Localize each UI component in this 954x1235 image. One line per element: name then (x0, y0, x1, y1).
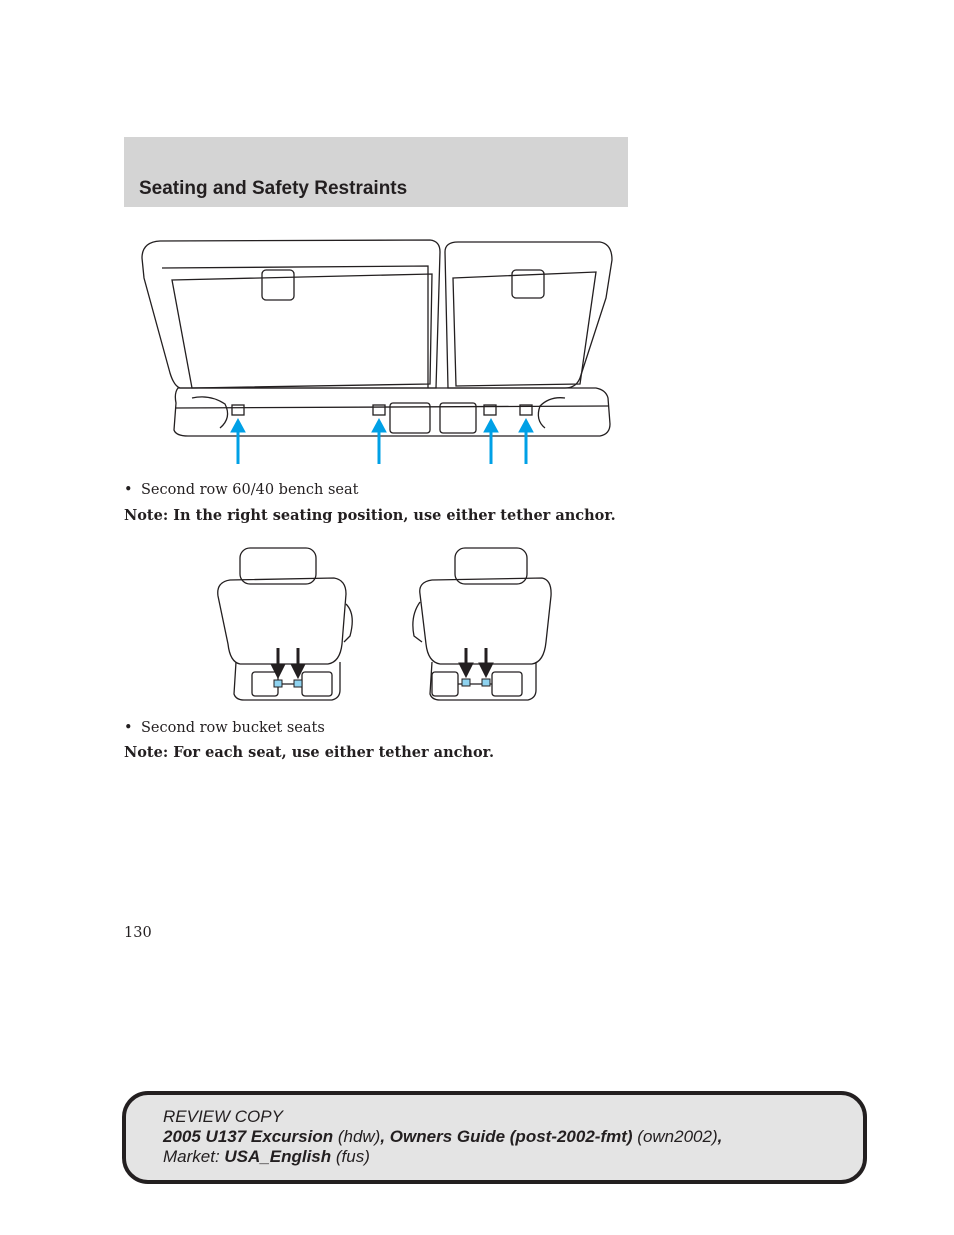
footer-guide-code: (own2002) (632, 1127, 718, 1146)
footer-market-label: Market: (163, 1147, 225, 1166)
footer-sep2: , (717, 1127, 723, 1146)
bullet-glyph: • (124, 482, 133, 498)
footer-vehicle-line (163, 1127, 722, 1147)
bucket-seats-caption-text: Second row bucket seats (141, 720, 325, 736)
bench-seat-caption (124, 482, 358, 498)
bullet-glyph: • (124, 720, 133, 736)
bench-seat-caption-text: Second row 60/40 bench seat (141, 482, 359, 498)
bucket-seats-caption (124, 720, 325, 736)
footer-vehicle-code: (hdw) (333, 1127, 381, 1146)
bench-seat-note: Note: In the right seating position, use either tether anchor. (124, 507, 616, 524)
footer-market-line (163, 1147, 370, 1167)
footer-vehicle: 2005 U137 Excursion (163, 1127, 334, 1146)
footer-market-code: (fus) (331, 1147, 370, 1166)
bucket-seats-illustration (210, 544, 555, 704)
bucket-seats-note: Note: For each seat, use either tether anchor. (124, 744, 495, 761)
footer-sep1: , (380, 1127, 390, 1146)
footer-review-line: REVIEW COPY (163, 1107, 283, 1126)
footer-market: USA_English (224, 1147, 332, 1166)
page-number: 130 (124, 925, 152, 941)
footer-guide: Owners Guide (post-2002-fmt) (389, 1127, 633, 1146)
review-copy-footer (122, 1091, 867, 1184)
bench-seat-illustration (140, 238, 615, 466)
section-header-band (124, 137, 628, 207)
section-title: Seating and Safety Restraints (139, 178, 408, 199)
